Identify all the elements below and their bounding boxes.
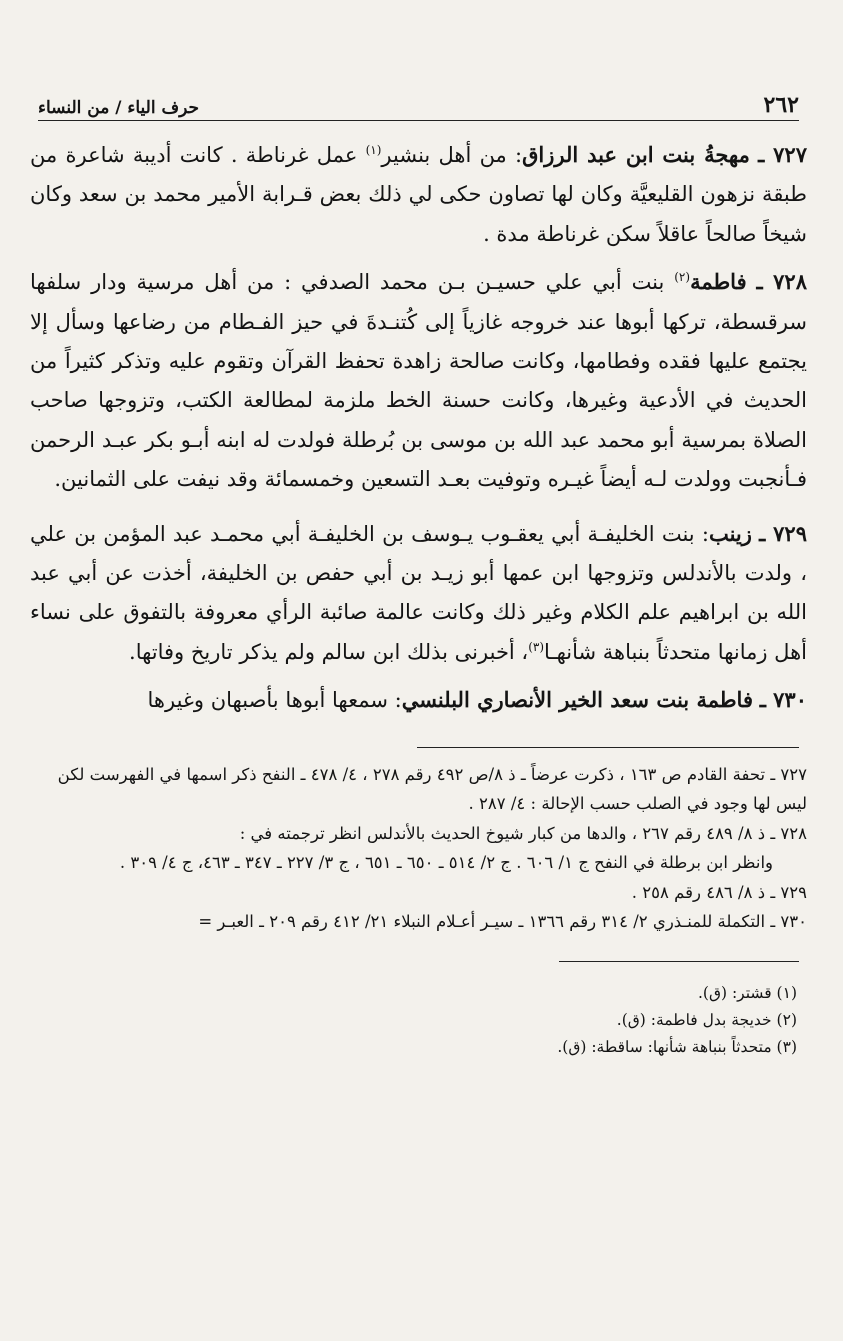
entry-text: بنت أبي علي حسيـن بـن محمد الصدفي : من أهل مرسية ودار سلفها سرقسطة، تركها أبوها عند خروجه غازياً إلى كُتنـدةَ في حيز الفـطام من رضاعها وسأل إلا يجتمع عليها فقده وفطامها، وكانت صالحة زاهدة تحفظ القرآن وتقوم عليه وتذكر كثيراً من الحديث في الأدعية وغيرها، وكانت حسنة الخط ملزمة لمطالعة الكتب، وتزوجها صاحب الصلاة بمرسية أبو محمد عبد الله بن موسى بن بُرطلة فولدت له ابنه أبـو بكر عبـد الرحمن فـأنجبت وولدت لـه أيضاً غيـره وتوفيت بعـد التسعين وخمسمائة وقد نيفت على الثمانين. (30, 270, 807, 492)
entry-728 (30, 262, 807, 499)
reference-729: ٧٢٩ ـ ذ ٨/ ٤٨٦ رقم ٢٥٨ . (631, 882, 807, 902)
entry-name: مهجةُ بنت ابن عبد الرزاق (522, 142, 750, 167)
entry-727 (30, 135, 807, 254)
page-number: ٢٦٢ (763, 92, 799, 118)
entry-text: : بنت الخليفـة أبي يعقـوب يـوسف بن الخليفـة أبي محمـد عبد المؤمن بن علي ، ولدت بالأندلس وتزوجها ابن عمها أبو زيـد بن أبي حفص بن الخليفة، أخذت عن أبي عبد الله بن ابراهيم علم الكلام وغير ذلك وكانت عالمة صائبة الرأي معروفة بالتفوق على نساء أهل زمانها متحدثاً بنباهة شأنهـا (30, 521, 807, 664)
entry-name: فاطمة (690, 269, 747, 295)
biography-entries (30, 135, 807, 721)
footnote-marker: (١) (365, 143, 382, 157)
entry-729 (30, 514, 807, 673)
footnote-1: (١) قشتر: (ق). (697, 983, 797, 1002)
reference-728-continued: وانظر ابن برطلة في النفح ج ١/ ٦٠٦ . ج ٢/ ٥١٤ ـ ٦٥٠ ـ ٦٥١ ، ج ٣/ ٢٢٧ ـ ٣٤٧ ـ ٤٦٣، ج ٤/ ٣٠٩ . (119, 853, 773, 873)
entry-730 (30, 680, 807, 720)
references-divider (417, 747, 799, 748)
footnotes (30, 980, 807, 1061)
entry-text: ، أخبرنى بذلك ابن سالم ولم يذكر تاريخ وفاتها. (129, 639, 529, 664)
footnote-marker: (٢) (674, 270, 691, 285)
reference-730: ٧٣٠ ـ التكملة للمنـذري ٢/ ٣١٤ رقم ١٣٦٦ ـ سيـر أعـلام النبلاء ٢١/ ٤١٢ رقم ٢٠٩ ـ العبـر = (198, 912, 807, 932)
footnote-3: (٣) متحدثاً بنباهة شأنها: ساقطة: (ق). (557, 1037, 797, 1056)
entry-name: زينب (708, 520, 752, 546)
entry-number: ٧٢٧ ـ (758, 142, 807, 167)
entry-name: فاطمة بنت سعد الخير الأنصاري البلنسي (401, 687, 753, 713)
section-title: حرف الياء / من النساء (38, 98, 200, 118)
reference-727: ٧٢٧ ـ تحفة القادم ص ١٦٣ ، ذكرت عرضاً ـ ذ ٨/ص ٤٩٢ رقم ٢٧٨ ، ٤/ ٤٧٨ ـ النفح ذكر اسمها في الفهرست لكن ليس لها وجود في الصلب حسب الإحالة : ٤/ ٢٨٧ . (57, 764, 807, 814)
footnote-2: (٢) خديجة بدل فاطمة: (ق). (616, 1010, 797, 1029)
footnotes-divider (559, 961, 799, 962)
running-header (38, 86, 799, 121)
entry-number: ٧٣٠ ـ (759, 687, 807, 713)
entry-text: : من أهل بنشير (381, 143, 523, 167)
entry-text: : سمعها أبوها بأصبهان وغيرها (147, 688, 402, 713)
entry-number: ٧٢٨ ـ (756, 269, 807, 295)
entry-number: ٧٢٩ ـ (759, 520, 807, 546)
footnote-marker: (٣) (528, 639, 545, 654)
source-references (30, 760, 807, 937)
reference-728: ٧٢٨ ـ ذ ٨/ ٤٨٩ رقم ٢٦٧ ، والدها من كبار شيوخ الحديث بالأندلس انظر ترجمته في : (239, 823, 807, 843)
entry-text: عمل غرناطة . كانت أديبة شاعرة من طبقة نزهون القليعيَّة وكان لها تصاون حكى لي ذلك بعض قـرابة الأمير محمد بن سعد وكان شيخاً صالحاً عاقلاً سكن غرناطة مدة . (30, 143, 807, 246)
